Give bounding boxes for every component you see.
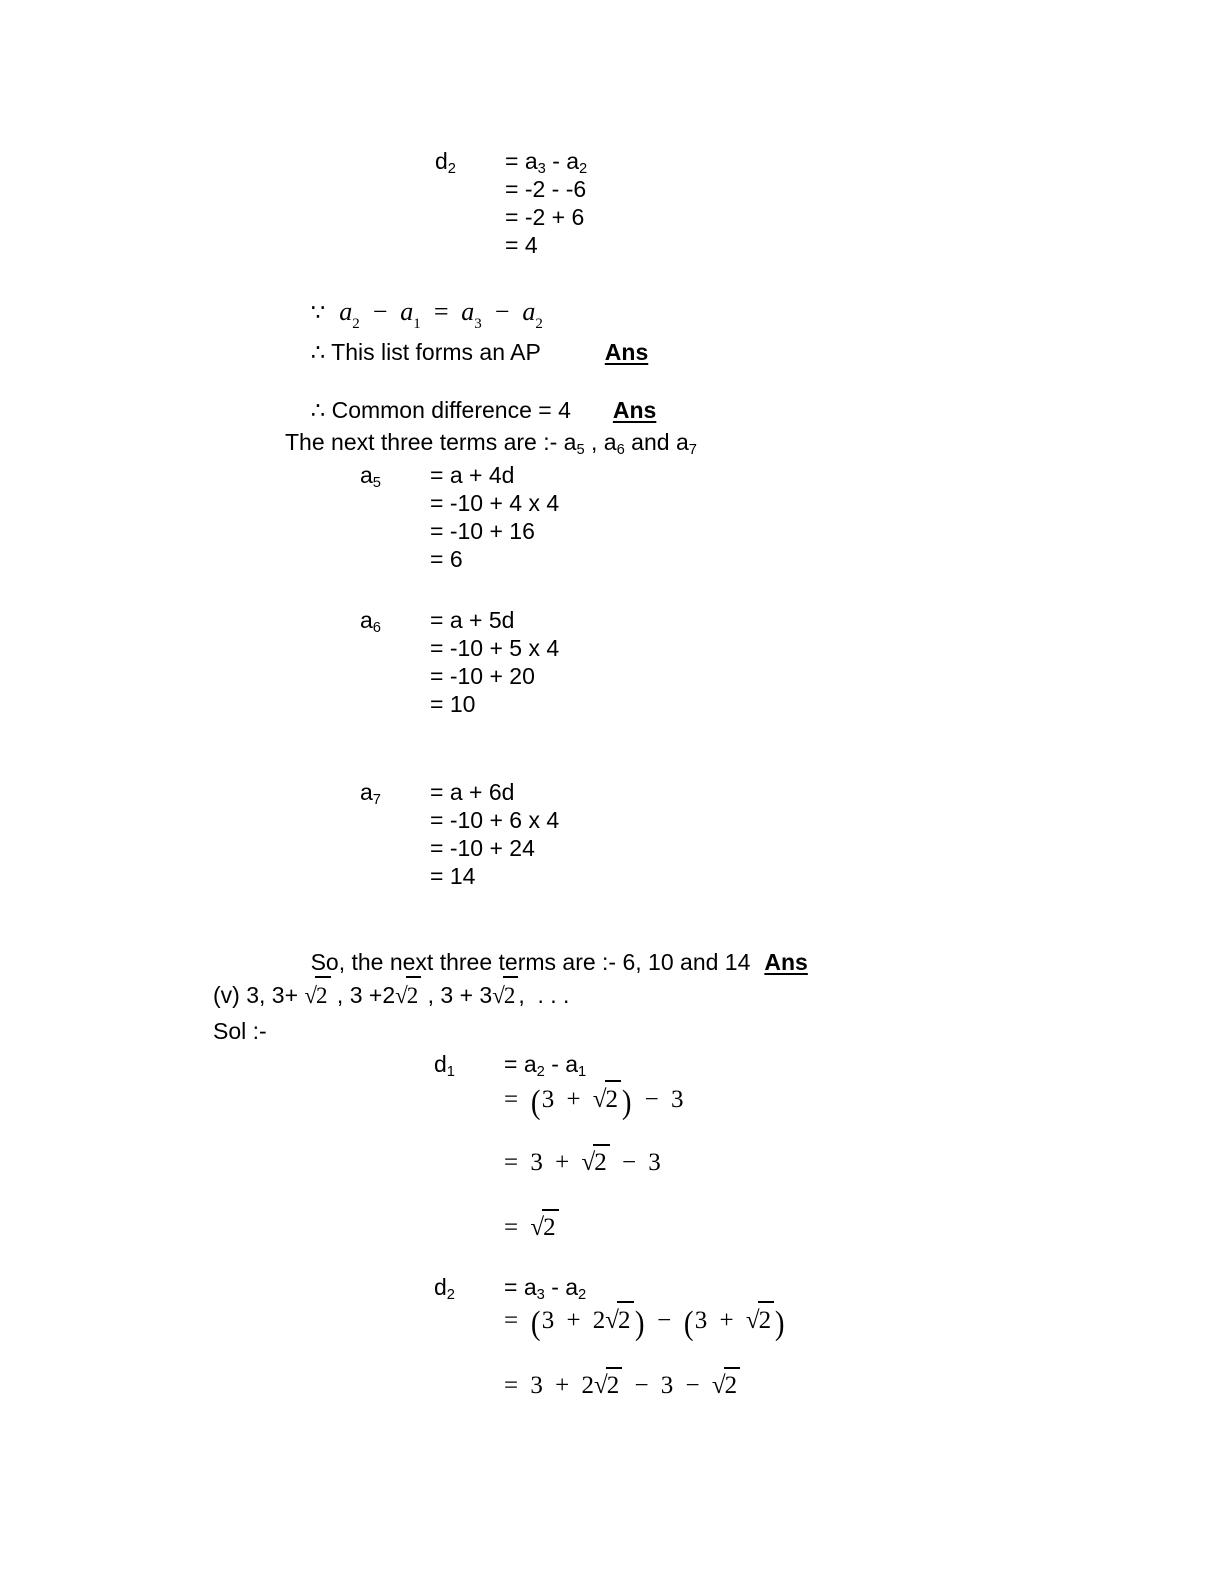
radical-icon: √ — [605, 1307, 620, 1334]
problem-v-heading: (v) 3, 3+ √2 , 3 +2√2 , 3 + 3√2 , . . . — [213, 976, 569, 1014]
ans-label: Ans — [764, 949, 808, 975]
equation-block-d1-v — [434, 1050, 683, 1245]
equation-block-a5 — [360, 461, 559, 573]
equation-line: = -10 + 6 x 4 — [430, 807, 560, 833]
radical-icon: √ — [492, 983, 505, 1008]
big-paren-close: ) — [621, 1084, 632, 1121]
sqrt-expression: √2 — [746, 1307, 774, 1334]
equation-line: = -10 + 5 x 4 — [430, 635, 560, 661]
sqrt-expression: √2 — [304, 983, 330, 1008]
because-statement: $a_2 - a_1 = a_3 - a_2$ — [339, 297, 543, 332]
sqrt-expression: √2 — [395, 983, 421, 1008]
equation-line: = a + 4d — [430, 462, 515, 488]
equation-label-a7: $a_7$ — [360, 779, 381, 808]
equation-line: = (3 + √2 ) − 3 — [504, 1080, 683, 1120]
cd-conclusion-text: ∴ Common difference = 4 — [310, 397, 571, 423]
equation-line: = 4 — [505, 232, 538, 258]
sqrt-expression: √2 — [492, 983, 518, 1008]
equation-line: = $a_3 - a_2$ — [504, 1274, 587, 1303]
equation-line: = 6 — [430, 546, 463, 572]
equation-label-d1: $d_1$ — [434, 1051, 455, 1080]
equation-block-a6 — [360, 606, 559, 718]
because-symbol: ∵ — [310, 299, 326, 325]
ap-conclusion-text: ∴ This list forms an AP — [310, 339, 541, 365]
big-paren-open: ( — [531, 1305, 541, 1342]
sol-label: Sol :- — [213, 1018, 267, 1044]
sqrt-expression: √2 — [530, 1214, 558, 1241]
sqrt-expression: √2 — [593, 1086, 621, 1113]
ans-label: Ans — [612, 397, 657, 423]
equation-label-d2: $d_2$ — [435, 148, 456, 177]
summary-text: So, the next three terms are :- 6, 10 and 14 — [310, 949, 751, 975]
equation-label-a5: $a_5$ — [360, 462, 381, 491]
equation-line: = -2 - -6 — [505, 176, 587, 202]
equation-line: = -2 + 6 — [505, 204, 585, 230]
sqrt-expression: √2 — [594, 1372, 622, 1399]
big-paren-close: ) — [634, 1305, 645, 1342]
radical-icon: √ — [304, 983, 318, 1008]
radical-icon: √ — [745, 1307, 760, 1334]
equation-line: = 3 + √2 − 3 — [504, 1144, 683, 1180]
sqrt-expression: √2 — [581, 1149, 609, 1176]
next-terms-line: The next three terms are :- $a_5$ , $a_6$ and $a_7$ — [285, 429, 697, 458]
radical-icon: √ — [592, 1086, 607, 1113]
equation-line: = -10 + 4 x 4 — [430, 490, 560, 516]
equation-line: = 14 — [430, 863, 476, 889]
equation-line: = √2 — [504, 1209, 683, 1245]
equation-label-d2: $d_2$ — [434, 1274, 455, 1303]
radical-icon: √ — [581, 1149, 596, 1176]
equation-line: = -10 + 20 — [430, 663, 535, 689]
ans-label: Ans — [604, 339, 649, 365]
equation-line: = a + 5d — [430, 607, 515, 633]
equation-label-a6: $a_6$ — [360, 607, 381, 636]
radical-icon: √ — [530, 1214, 545, 1241]
equation-line: = a + 6d — [430, 779, 515, 805]
equation-line: = 10 — [430, 691, 476, 717]
equation-line: = -10 + 16 — [430, 518, 535, 544]
sqrt-expression: √2 — [605, 1307, 633, 1334]
equation-line: = $a_3 - a_2$ — [505, 148, 588, 177]
sqrt-expression: √2 — [712, 1372, 740, 1399]
equation-line: = $a_2 - a_1$ — [504, 1051, 587, 1080]
equation-block-d2-iv — [435, 147, 587, 259]
big-paren-open: ( — [684, 1305, 694, 1342]
equation-line: = 3 + 2√2 − 3 − √2 — [504, 1367, 785, 1403]
big-paren-close: ) — [774, 1305, 785, 1342]
equation-block-d2-v — [434, 1273, 785, 1403]
equation-line: = -10 + 24 — [430, 835, 535, 861]
radical-icon: √ — [711, 1372, 726, 1399]
equation-block-a7 — [360, 778, 559, 890]
radical-icon: √ — [593, 1372, 608, 1399]
equation-line: = (3 + 2√2 ) − (3 + √2 ) — [504, 1301, 785, 1341]
big-paren-open: ( — [531, 1084, 541, 1121]
radical-icon: √ — [395, 983, 408, 1008]
